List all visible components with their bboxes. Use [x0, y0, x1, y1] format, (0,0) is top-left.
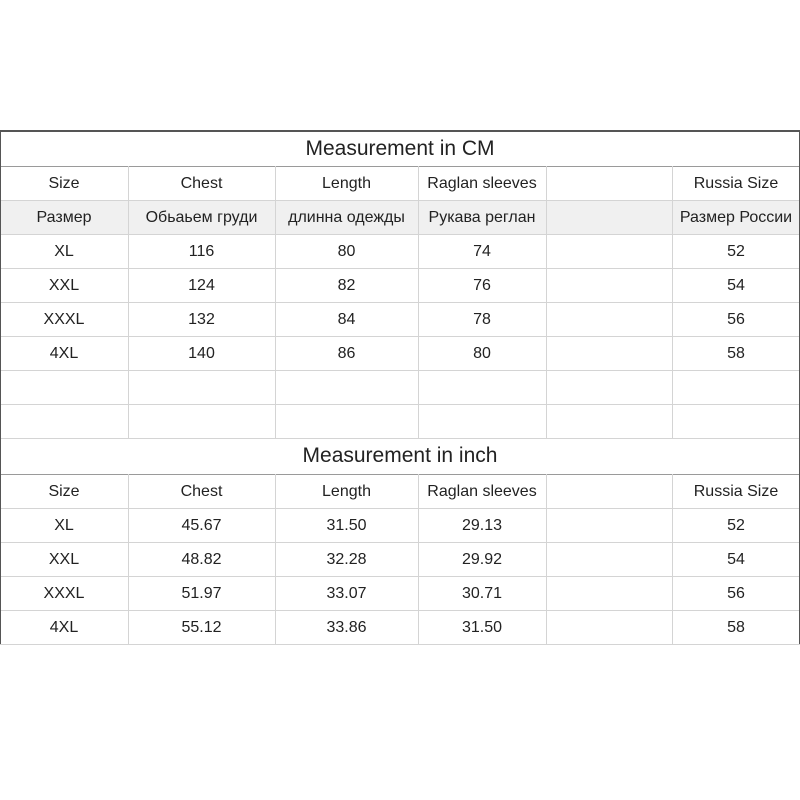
table-cell: 55.12	[181, 619, 222, 636]
table-cell: 82	[337, 277, 356, 294]
inch-table-title: Measurement in inch	[302, 444, 498, 467]
table-cell: 30.71	[461, 585, 503, 602]
table-cell: 29.92	[461, 551, 503, 568]
table-cell	[128, 405, 275, 439]
table-cell: Russia Size	[693, 483, 779, 500]
table-cell	[546, 577, 672, 611]
table-cell: 29.13	[461, 517, 503, 534]
table-cell: XXXL	[43, 311, 85, 328]
table-border-left	[0, 130, 1, 644]
table-cell	[546, 371, 672, 405]
column-divider	[672, 474, 673, 644]
table-cell	[672, 371, 800, 405]
table-cell: 74	[473, 243, 491, 260]
table-row	[0, 577, 800, 611]
table-cell	[0, 405, 128, 439]
table-cell	[546, 235, 672, 269]
table-cell: Chest	[180, 175, 223, 192]
table-cell: 54	[727, 551, 745, 568]
table-cell: 140	[188, 345, 215, 362]
table-cell: 48.82	[181, 551, 222, 568]
table-cell: 78	[473, 311, 491, 328]
table-cell	[546, 269, 672, 303]
column-divider	[546, 474, 547, 644]
table-row	[0, 303, 800, 337]
table-cell: 56	[727, 585, 745, 602]
table-row	[0, 371, 800, 405]
table-cell	[418, 371, 546, 405]
table-cell	[546, 405, 672, 439]
table-cell: 32.28	[326, 551, 367, 568]
header-row-russian	[0, 201, 800, 235]
table-cell: Raglan sleeves	[427, 483, 537, 500]
table-cell: XXXL	[43, 585, 85, 602]
table-row	[0, 405, 800, 439]
column-divider	[672, 166, 673, 438]
table-cell	[546, 337, 672, 371]
column-divider	[418, 474, 419, 644]
table-cell: 4XL	[49, 619, 79, 636]
table-cell	[275, 371, 418, 405]
table-cell: Рукава реглан	[428, 209, 536, 226]
table-cell	[672, 405, 800, 439]
table-cell: Raglan sleeves	[427, 175, 537, 192]
table-cell: XXL	[48, 551, 80, 568]
header-row	[0, 167, 800, 201]
table-cell: длинна одежды	[288, 209, 405, 226]
table-cell: 80	[337, 243, 356, 260]
table-cell	[546, 543, 672, 577]
table-cell: 52	[727, 243, 745, 260]
table-cell: Size	[48, 175, 80, 192]
column-divider	[546, 166, 547, 438]
table-cell: 58	[727, 345, 745, 362]
table-cell	[546, 611, 672, 645]
table-row	[0, 269, 800, 303]
table-cell: 58	[727, 619, 745, 636]
table-cell: Размер России	[679, 209, 793, 226]
table-row	[0, 543, 800, 577]
row-divider	[0, 644, 800, 645]
table-cell	[128, 371, 275, 405]
column-divider	[275, 474, 276, 644]
table-cell: XXL	[48, 277, 80, 294]
table-cell	[546, 475, 672, 509]
table-cell: 52	[727, 517, 745, 534]
table-cell: 76	[473, 277, 491, 294]
table-cell	[546, 201, 672, 235]
table-row	[0, 611, 800, 645]
size-chart	[0, 130, 800, 656]
table-cell: 80	[473, 345, 491, 362]
table-cell: 124	[188, 277, 215, 294]
table-cell	[0, 371, 128, 405]
table-cell: 33.86	[326, 619, 367, 636]
table-cell	[546, 303, 672, 337]
table-cell: 33.07	[326, 585, 367, 602]
table-cell: 56	[727, 311, 745, 328]
table-cell: Обьаьем груди	[145, 209, 258, 226]
table-cell	[275, 405, 418, 439]
table-cell: 31.50	[461, 619, 503, 636]
table-cell: 86	[337, 345, 356, 362]
table-cell	[546, 167, 672, 201]
table-cell: XL	[54, 243, 74, 260]
table-cell: 116	[188, 243, 215, 260]
table-cell	[546, 509, 672, 543]
column-divider	[275, 166, 276, 438]
column-divider	[418, 166, 419, 438]
table-cell: Length	[322, 483, 371, 500]
table-cell: Size	[48, 483, 80, 500]
column-divider	[128, 166, 129, 438]
table-cell: Russia Size	[693, 175, 779, 192]
table-cell: 4XL	[49, 345, 79, 362]
table-cell: 84	[337, 311, 356, 328]
table-cell: 54	[727, 277, 745, 294]
table-row	[0, 337, 800, 371]
table-cell: Размер	[36, 209, 92, 226]
table-row	[0, 509, 800, 543]
table-row	[0, 235, 800, 269]
table-cell: Length	[322, 175, 371, 192]
table-cell: 132	[188, 311, 215, 328]
table-cell	[418, 405, 546, 439]
column-divider	[128, 474, 129, 644]
table-cell: XL	[54, 517, 74, 534]
table-cell: 31.50	[326, 517, 367, 534]
header-row	[0, 475, 800, 509]
table-cell: Chest	[180, 483, 223, 500]
table-cell: 51.97	[181, 585, 222, 602]
cm-table-title: Measurement in CM	[305, 137, 495, 160]
table-cell: 45.67	[181, 517, 222, 534]
